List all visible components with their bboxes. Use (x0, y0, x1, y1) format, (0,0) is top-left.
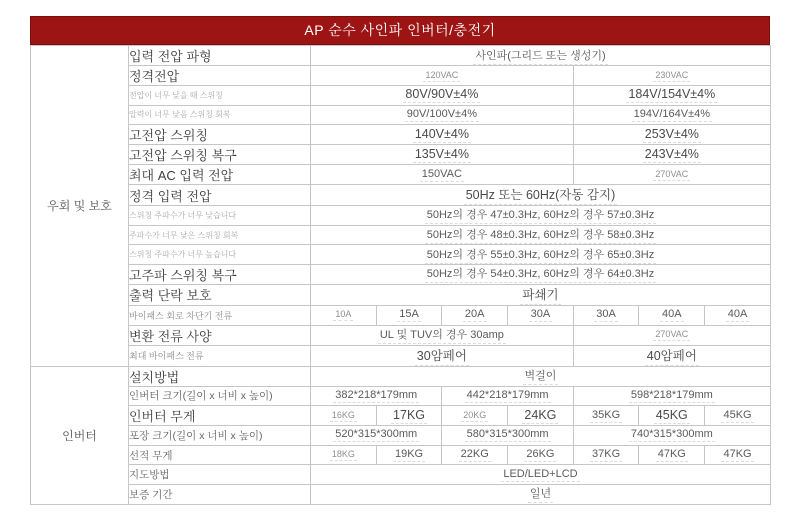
spec-value-text: 일년 (528, 485, 553, 503)
spec-row (31, 426, 771, 446)
spec-label-cell: 변환 전류 사양 (129, 325, 311, 345)
spec-value-text: 20A (464, 308, 485, 321)
spec-row (31, 165, 771, 185)
spec-value-text: 18KG (331, 449, 355, 460)
spec-value-cell (311, 264, 771, 284)
spec-value-text: 740*315*300mm (630, 428, 713, 441)
spec-row (31, 345, 771, 366)
spec-value-cell (573, 105, 770, 125)
spec-value-cell (311, 325, 574, 345)
spec-value-cell (311, 426, 442, 446)
spec-label-cell: 포장 크기(길이 x 너비 x 높이) (129, 426, 311, 446)
spec-value-cell (376, 406, 442, 426)
spec-value-cell (508, 445, 574, 465)
spec-value-text: 50Hz의 경우 47±0.3Hz, 60Hz의 경우 57±0.3Hz (425, 206, 656, 224)
spec-value-text: 50Hz 또는 60Hz(자동 감지) (464, 185, 618, 205)
spec-value-cell (442, 406, 508, 426)
spec-label-cell: 스위칭 주파수가 너무 낮습니다 (129, 206, 311, 226)
spec-value-text: 194V/164V±4% (633, 107, 711, 120)
spec-row (31, 206, 771, 226)
spec-row (31, 445, 771, 465)
spec-value-cell (311, 165, 574, 185)
spec-row (31, 284, 771, 305)
spec-value-cell (573, 445, 639, 465)
spec-value-text: 598*218*179mm (630, 388, 713, 401)
spec-value-cell (573, 325, 770, 345)
spec-value-text: 230VAC (655, 69, 689, 80)
spec-label-cell: 전압이 너무 낮을 때 스위칭 (129, 86, 311, 106)
spec-value-text: 253V±4% (644, 126, 699, 141)
spec-value-cell (705, 445, 771, 465)
group-cell: 우회 및 보호 (31, 46, 129, 367)
spec-row (31, 66, 771, 86)
spec-label-cell: 최대 AC 입력 전압 (129, 165, 311, 185)
spec-label-cell: 스위칭 주파수가 너무 높습니다 (129, 245, 311, 265)
spec-row (31, 225, 771, 245)
spec-label-cell: 설치방법 (129, 366, 311, 386)
spec-row (31, 46, 771, 66)
spec-value-cell (573, 66, 770, 86)
spec-value-text: 20KG (463, 409, 487, 420)
spec-value-text: 90V/100V±4% (406, 107, 477, 120)
spec-label-cell: 고전압 스위칭 복구 (129, 145, 311, 165)
spec-value-text: 580*315*300mm (466, 428, 549, 441)
spec-value-cell (376, 445, 442, 465)
spec-value-cell (311, 86, 574, 106)
spec-value-cell (311, 185, 771, 206)
spec-value-cell (573, 165, 770, 185)
spec-label-cell: 압력이 너무 낮음 스위칭 회복 (129, 105, 311, 125)
spec-value-cell (311, 145, 574, 165)
spec-value-cell (311, 46, 771, 66)
spec-value-text: 442*218*179mm (466, 388, 549, 401)
spec-value-cell (376, 305, 442, 325)
spec-value-text: 40A (661, 308, 682, 321)
spec-label-cell: 주파수가 너무 낮은 스위칭 회복 (129, 225, 311, 245)
spec-value-text: 파쇄기 (520, 285, 560, 305)
spec-value-text: 40암페어 (645, 346, 699, 366)
spec-value-text: 26KG (526, 448, 555, 461)
spec-value-cell (705, 305, 771, 325)
spec-label-cell: 고전압 스위칭 (129, 125, 311, 145)
spec-label-cell: 선적 무게 (129, 445, 311, 465)
spec-row (31, 185, 771, 206)
spec-value-cell (311, 366, 771, 386)
spec-value-text: 사인파(그리드 또는 생성기) (473, 47, 607, 65)
spec-value-cell (573, 406, 639, 426)
spec-row (31, 386, 771, 406)
spec-label-cell: 인버터 무게 (129, 406, 311, 426)
spec-label-cell: 고주파 스위칭 복구 (129, 264, 311, 284)
spec-value-cell (311, 105, 574, 125)
spec-value-cell (311, 245, 771, 265)
spec-value-text: 50Hz의 경우 48±0.3Hz, 60Hz의 경우 58±0.3Hz (425, 226, 656, 244)
spec-value-cell (639, 445, 705, 465)
spec-value-text: UL 및 TUV의 경우 30amp (378, 326, 506, 344)
spec-value-cell (508, 406, 574, 426)
spec-value-text: 19KG (394, 448, 424, 461)
spec-label-cell: 보증 기간 (129, 484, 311, 504)
spec-value-text: 50Hz의 경우 54±0.3Hz, 60Hz의 경우 64±0.3Hz (425, 265, 656, 283)
spec-label-cell: 인버터 크기(길이 x 너비 x 높이) (129, 386, 311, 406)
spec-label-cell: 최대 바이패스 전류 (129, 345, 311, 366)
spec-value-text: 40A (727, 308, 748, 321)
spec-value-cell (639, 406, 705, 426)
spec-row (31, 105, 771, 125)
spec-label-cell: 정격 입력 전압 (129, 185, 311, 206)
spec-sheet (30, 16, 770, 505)
spec-value-cell (311, 406, 377, 426)
spec-label-cell: 정격전압 (129, 66, 311, 86)
spec-row (31, 484, 771, 504)
spec-value-text: 22KG (460, 448, 489, 461)
spec-value-text: 17KG (393, 407, 426, 422)
spec-value-text: 35KG (592, 408, 621, 421)
spec-value-cell (311, 206, 771, 226)
spec-row (31, 145, 771, 165)
spec-value-text: 184V/154V±4% (628, 87, 716, 102)
spec-value-cell (639, 305, 705, 325)
spec-value-cell (311, 445, 377, 465)
spec-row (31, 86, 771, 106)
spec-value-cell (573, 345, 770, 366)
spec-value-text: 382*218*179mm (335, 388, 418, 401)
spec-value-cell (442, 305, 508, 325)
spec-label-cell: 입력 전압 파형 (129, 46, 311, 66)
spec-value-cell (311, 66, 574, 86)
spec-table (30, 45, 771, 505)
spec-row (31, 465, 771, 485)
spec-value-text: 140V±4% (414, 126, 469, 141)
spec-value-cell (442, 445, 508, 465)
spec-row (31, 245, 771, 265)
spec-value-cell (311, 125, 574, 145)
spec-label-cell: 출력 단락 보호 (129, 284, 311, 305)
spec-row (31, 125, 771, 145)
spec-value-text: 30A (530, 308, 551, 321)
spec-value-cell (573, 305, 639, 325)
spec-value-text: 30A (596, 308, 616, 321)
spec-value-text: 24KG (524, 407, 557, 422)
spec-value-text: 120VAC (425, 69, 459, 80)
spec-value-text: LED/LED+LCD (503, 467, 578, 480)
spec-value-text: 벽걸이 (523, 367, 559, 385)
spec-row (31, 264, 771, 284)
spec-value-cell (705, 406, 771, 426)
spec-value-text: 15A (399, 308, 419, 321)
spec-value-text: 16KG (331, 409, 355, 420)
spec-value-text: 37KG (592, 448, 621, 461)
spec-value-cell (442, 426, 573, 446)
spec-value-text: 150VAC (421, 167, 462, 180)
spec-value-text: 270VAC (655, 168, 689, 179)
page-title: AP 순수 사인파 인버터/충전기 (30, 16, 770, 45)
spec-row (31, 305, 771, 325)
spec-value-text: 30암페어 (415, 346, 469, 366)
spec-value-text: 243V±4% (644, 146, 699, 161)
spec-value-cell (311, 484, 771, 504)
spec-value-text: 135V±4% (414, 146, 469, 161)
spec-value-cell (311, 345, 574, 366)
spec-value-text: 47KG (723, 448, 752, 461)
spec-label-cell: 바이패스 회로 차단기 전류 (129, 305, 311, 325)
spec-value-cell (311, 305, 377, 325)
spec-row (31, 406, 771, 426)
spec-value-cell (573, 386, 770, 406)
spec-value-text: 270VAC (655, 329, 689, 340)
spec-row (31, 325, 771, 345)
spec-value-cell (311, 284, 771, 305)
spec-value-cell (573, 125, 770, 145)
spec-value-cell (311, 465, 771, 485)
spec-value-text: 45KG (723, 408, 752, 421)
spec-value-cell (508, 305, 574, 325)
spec-value-cell (573, 426, 770, 446)
spec-value-cell (311, 386, 442, 406)
spec-value-cell (573, 86, 770, 106)
spec-value-text: 520*315*300mm (335, 428, 418, 441)
spec-value-cell (573, 145, 770, 165)
spec-value-text: 80V/90V±4% (405, 87, 479, 102)
spec-value-cell (311, 225, 771, 245)
spec-label-cell: 지도방법 (129, 465, 311, 485)
spec-value-text: 45KG (655, 407, 688, 422)
spec-value-text: 47KG (657, 448, 686, 461)
spec-value-cell (442, 386, 573, 406)
spec-value-text: 50Hz의 경우 55±0.3Hz, 60Hz의 경우 65±0.3Hz (425, 246, 656, 264)
group-cell: 인버터 (31, 366, 129, 504)
spec-row (31, 366, 771, 386)
spec-value-text: 10A (335, 309, 352, 320)
